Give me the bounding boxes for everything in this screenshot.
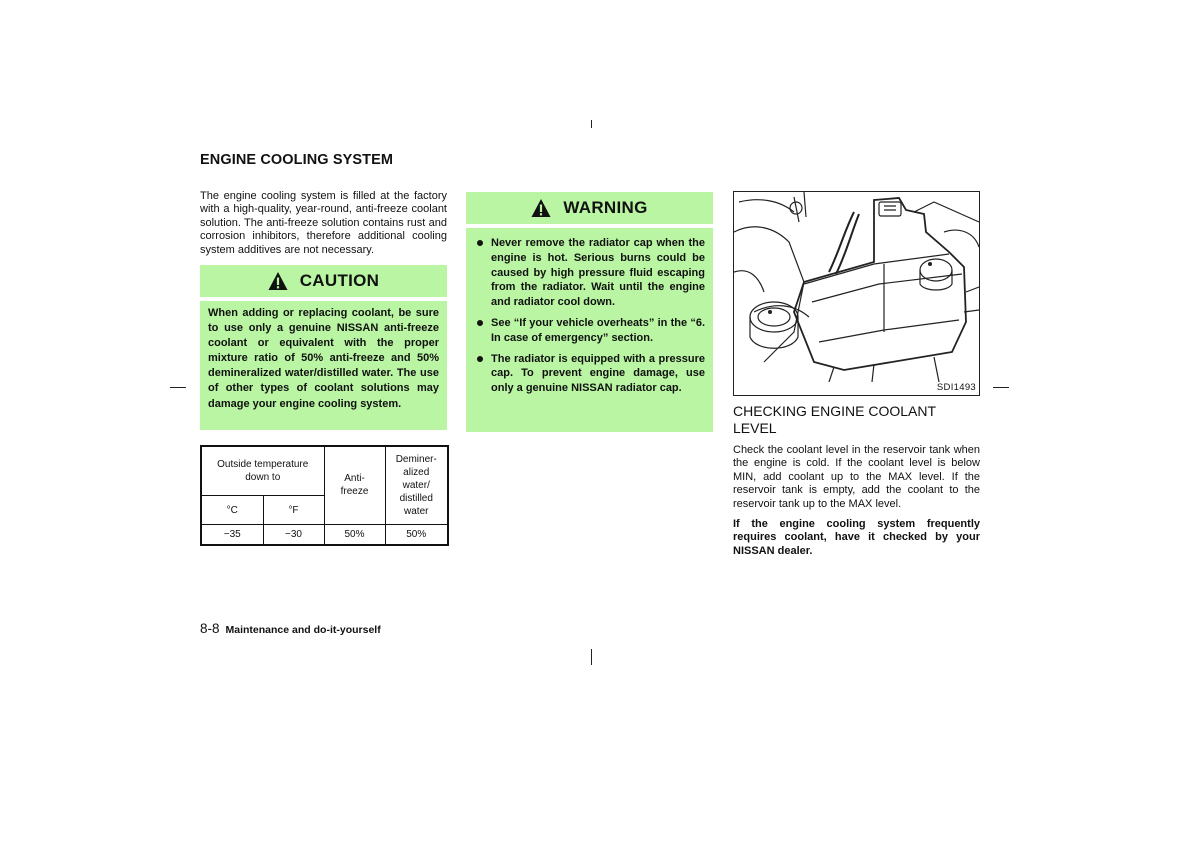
crop-mark-top (591, 120, 592, 128)
caution-box (200, 301, 447, 430)
warning-list (475, 236, 705, 396)
list-item: The radiator is equipped with a pressure cap. To prevent engine damage, use only a genuine NISSAN radiator cap. (475, 352, 705, 396)
header-outside-temp: Outside temperature down to (201, 446, 324, 496)
header-antifreeze: Anti- freeze (324, 446, 385, 524)
page-footer (200, 621, 381, 636)
page-number: 8-8 (200, 621, 220, 636)
warning-banner (466, 192, 713, 224)
crop-mark-right (993, 387, 1009, 388)
list-item: See “If your vehicle overheats” in the “6. In case of emergency” section. (475, 316, 705, 346)
crop-mark-bottom (591, 649, 592, 665)
caution-banner (200, 265, 447, 297)
caution-text: When adding or replacing coolant, be sure to use only a genuine NISSAN anti-freeze coolant or equivalent with the proper mixture ratio of 50% anti-freeze and 50% demineralized water/distilled water. The use of other types of coolant solutions may damage your engine cooling system. (208, 307, 439, 410)
cell-water: 50% (385, 524, 448, 545)
coolant-mixture-table (200, 445, 449, 546)
bullet-icon (477, 356, 483, 362)
checking-note: If the engine cooling system frequently requires coolant, have it checked by your NISSAN dealer. (733, 518, 980, 557)
warning-triangle-icon (268, 271, 288, 291)
figure-code: SDI1493 (936, 382, 976, 393)
cell-antifreeze: 50% (324, 524, 385, 545)
engine-bay-drawing (734, 192, 979, 382)
bullet-icon (477, 320, 483, 326)
list-item: Never remove the radiator cap when the engine is hot. Serious burns could be caused by high pressure fluid escaping from the radiator. Wait until the engine and radiator cool down. (475, 236, 705, 310)
warning-triangle-icon (531, 198, 551, 218)
header-demineralized-water: Deminer- alized water/ distilled water (385, 446, 448, 524)
bullet-icon (477, 240, 483, 246)
warning-label: WARNING (563, 198, 648, 217)
checking-heading: CHECKING ENGINE COOLANT LEVEL (733, 403, 936, 436)
section-title: ENGINE COOLING SYSTEM (200, 152, 394, 168)
cell-fahrenheit: −30 (263, 524, 324, 545)
unit-celsius: °C (201, 496, 263, 525)
warning-box (466, 228, 713, 432)
checking-paragraph: Check the coolant level in the reservoir tank when the engine is cold. If the coolant level is below MIN, add coolant up to the MAX level. If the reservoir tank is empty, add the coolant to the reservoir tank up to the MAX level. (733, 444, 980, 510)
cell-celsius: −35 (201, 524, 263, 545)
coolant-reservoir-illustration (733, 191, 980, 396)
intro-paragraph: The engine cooling system is filled at the factory with a high-quality, year-round, anti-freeze coolant solution. The anti-freeze solution contains rust and corrosion inhibitors, therefore additional cooling system additives are not necessary. (200, 190, 447, 256)
chapter-title: Maintenance and do-it-yourself (225, 624, 381, 636)
table-header-row (201, 446, 448, 496)
table-row (201, 524, 448, 545)
unit-fahrenheit: °F (263, 496, 324, 525)
crop-mark-left (170, 387, 186, 388)
caution-label: CAUTION (299, 271, 380, 290)
